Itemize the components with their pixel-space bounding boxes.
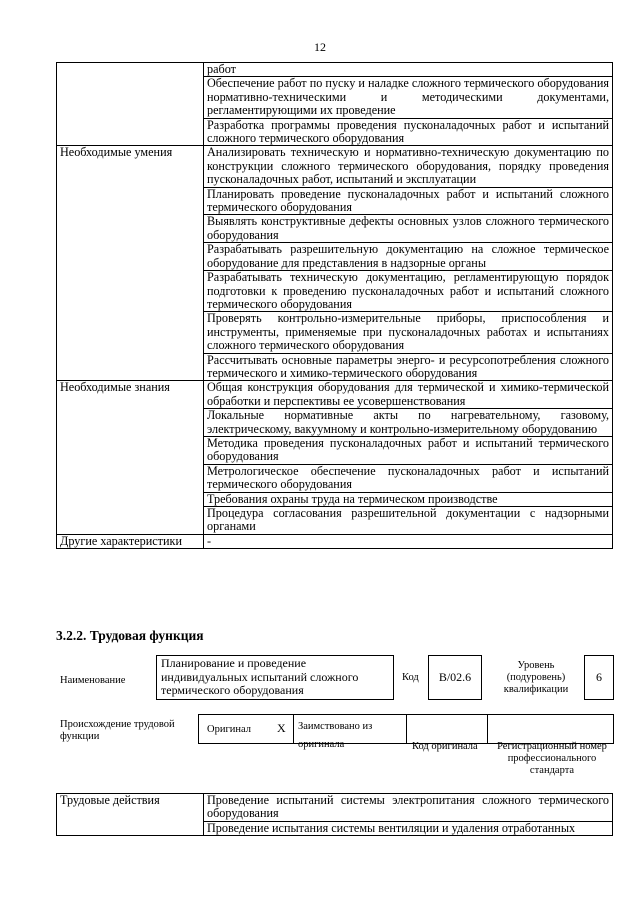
other-value: - — [204, 534, 613, 548]
action-item: Проведение испытания системы вентиляции и удаления отработанных — [204, 821, 613, 835]
code-original-caption: Код оригинала — [412, 741, 478, 752]
table-cell: Обеспечение работ по пуску и наладке сложного термического оборудования нормативно-техническими и методическими документами, регламентирующими их проведение — [204, 77, 613, 118]
other-label: Другие характеристики — [57, 534, 204, 548]
table-cell: Разработка программы проведения пусконаладочных работ и испытаний сложного термического оборудования — [204, 118, 613, 146]
knowledge-item: Общая конструкция оборудования для термической и химико-термической обработки и перспективы ее усовершенствования — [204, 381, 613, 409]
name-label: Наименование — [60, 675, 126, 686]
origin-label: Происхождение трудовой функции — [60, 719, 175, 742]
action-item: Проведение испытаний системы электропитания сложного термического оборудования — [204, 794, 613, 822]
actions-table — [56, 793, 613, 836]
skill-item: Рассчитывать основные параметры энерго- и ресурсопотребления сложного термического и химико-термического оборудования — [204, 353, 613, 381]
code-box — [428, 655, 482, 700]
skills-label: Необходимые умения — [57, 146, 204, 381]
table-row — [57, 381, 613, 409]
knowledge-item: Методика проведения пусконаладочных работ и испытаний термического оборудования — [204, 436, 613, 464]
skill-item: Выявлять конструктивные дефекты основных узлов сложного термического оборудования — [204, 215, 613, 243]
table-row — [57, 146, 613, 187]
level-box — [584, 655, 614, 700]
code-label: Код — [402, 672, 419, 683]
skill-item: Разрабатывать разрешительную документацию на сложное термическое оборудование для представления в надзорные органы — [204, 243, 613, 271]
original-box — [198, 714, 294, 744]
reg-number-caption: Регистрационный номер профессионального стандарта — [497, 741, 607, 776]
actions-label: Трудовые действия — [57, 794, 204, 836]
skill-item: Проверять контрольно-измерительные приборы, приспособления и инструменты, применяемые при пусконаладочных работах и испытаниях сложного термического оборудования — [204, 312, 613, 353]
skill-item: Разрабатывать техническую документацию, регламентирующую порядок подготовки к проведению пусконаладочных работ и испытаний сложного термического оборудования — [204, 271, 613, 312]
table-cell: работ — [204, 63, 613, 77]
table-row — [57, 63, 613, 77]
knowledge-label: Необходимые знания — [57, 381, 204, 534]
table-row — [57, 794, 613, 822]
level-label: Уровень (подуровень) квалификации — [503, 660, 569, 695]
level-value: 6 — [596, 669, 602, 684]
page-number: 12 — [314, 40, 326, 54]
knowledge-item: Процедура согласования разрешительной документации с надзорными органами — [204, 507, 613, 535]
code-original-box — [406, 714, 488, 744]
original-mark: X — [277, 721, 286, 735]
reg-number-box — [487, 714, 614, 744]
code-value: B/02.6 — [438, 669, 472, 684]
function-name-box — [156, 655, 394, 700]
requirements-table — [56, 62, 613, 549]
original-label: Оригинал — [207, 724, 251, 735]
section-title: 3.2.2. Трудовая функция — [56, 628, 204, 643]
borrowed-label: Заимствовано из оригинала — [298, 721, 373, 750]
empty-label-cell — [57, 63, 204, 146]
borrowed-box — [293, 714, 407, 750]
knowledge-item: Локальные нормативные акты по нагревательному, газовому, электрическому, вакуумному и контрольно-измерительному оборудованию — [204, 409, 613, 437]
knowledge-item: Требования охраны труда на термическом производстве — [204, 492, 613, 506]
function-name: Планирование и проведение индивидуальных испытаний сложного термического оборудования — [161, 656, 359, 697]
table-row — [57, 534, 613, 548]
skill-item: Анализировать техническую и нормативно-техническую документацию по конструкции сложного термического оборудования, порядку проведения пусконаладочных работ, испытаний и эксплуатации — [204, 146, 613, 187]
knowledge-item: Метрологическое обеспечение пусконаладочных работ и испытаний термического оборудования — [204, 464, 613, 492]
skill-item: Планировать проведение пусконаладочных работ и испытаний сложного термического оборудования — [204, 187, 613, 215]
